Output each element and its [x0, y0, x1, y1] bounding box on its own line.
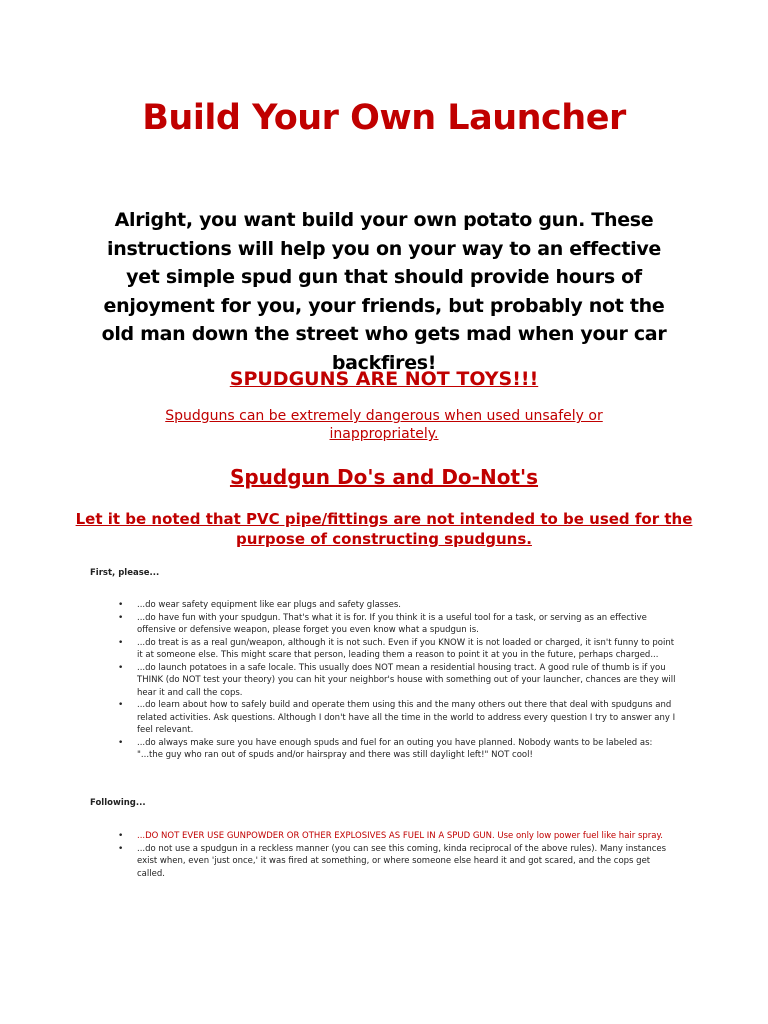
list-item-text: ...do have fun with your spudgun. That's what it is for. If you think it is a useful tool for a task, or serving as an effective offensive or defensive weapon, please forget you even know what a spudgun is.: [137, 612, 647, 635]
list-item: [118, 699, 680, 737]
list-item: [118, 737, 680, 762]
first-section-label: First, please...: [90, 568, 160, 578]
list-item-text: ...do not use a spudgun in a reckless manner (you can see this coming, kinda reciprocal of the above rules). Many instances exist when, even 'just once,' it was fired at something, or where someone else heard it and got scared, and the cops get called.: [137, 843, 667, 879]
warning-subtext: Spudguns can be extremely dangerous when used unsafely or inappropriately.: [165, 408, 603, 442]
bullet-icon: •: [118, 737, 124, 748]
bullet-icon: •: [118, 600, 124, 610]
bullet-icon: •: [118, 612, 124, 623]
list-item-text: ...DO NOT EVER USE GUNPOWDER OR OTHER EXPLOSIVES AS FUEL IN A SPUD GUN. Use only low power fuel like hair spray.: [137, 831, 664, 841]
list-item: [118, 637, 680, 662]
page-title: Build Your Own Launcher: [142, 98, 626, 138]
list-item-text: ...do launch potatoes in a safe locale. This usually does NOT mean a residential housing tract. A good rule of thumb is if you THINK (do NOT test your theory) you can hit your neighbor's house with something out of your launcher, chances are they will hear it and call the cops.: [137, 662, 676, 698]
dos-and-donts-heading: Spudgun Do's and Do-Not's: [229, 465, 539, 489]
intro-paragraph: Alright, you want build your own potato gun. These instructions will help you on your way to an effective yet simple spud gun that should provide hours of enjoyment for you, your friends, but probably not the old man down the street who gets mad when your car backfires!: [101, 209, 667, 374]
pvc-note: Let it be noted that PVC pipe/fittings are not intended to be used for the purpose of constructing spudguns.: [75, 510, 693, 548]
list-item-text: ...do learn about how to safely build and operate them using this and the many others out there that deal with spudguns and related activities. Ask questions. Although I don't have all the time in the world to address every question I try to answer any I feel relevant.: [137, 700, 676, 735]
list-item: [118, 662, 680, 700]
second-section-label: Following...: [90, 798, 146, 808]
bullet-icon: •: [118, 843, 124, 854]
bullet-icon: •: [118, 700, 124, 710]
list-item: [118, 843, 680, 881]
bullet-icon: •: [118, 662, 124, 673]
bullet-icon: •: [118, 831, 124, 841]
list-item: [118, 830, 680, 843]
first-section-list: [118, 599, 680, 762]
list-item: [118, 599, 680, 612]
list-item-text: ...do wear safety equipment like ear plugs and safety glasses.: [137, 600, 401, 610]
list-item: [118, 612, 680, 637]
second-section-list: [118, 830, 680, 880]
warning-heading: SPUDGUNS ARE NOT TOYS!!!: [229, 368, 539, 390]
bullet-icon: •: [118, 637, 124, 648]
list-item-text: ...do always make sure you have enough spuds and fuel for an outing you have planned. Nobody wants to be labeled as: "...the guy who ran out of spuds and/or hairspray and there was still daylight left!" NOT cool!: [137, 737, 653, 760]
list-item-text: ...do treat is as a real gun/weapon, although it is not such. Even if you KNOW it is not loaded or charged, it isn't funny to point it at someone else. This might scare that person, leading them a reason to point it at you in the future, perhaps charged...: [137, 637, 675, 660]
